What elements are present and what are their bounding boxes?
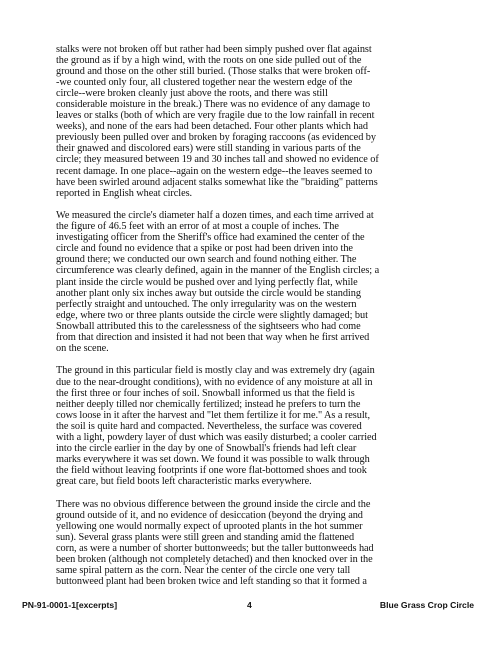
text-line: ground outside of it, and no evidence of desiccation (beyond the drying and — [56, 509, 363, 521]
text-line: The ground in this particular field is mostly clay and was extremely dry (again — [56, 365, 375, 377]
text-line: have been swirled around adjacent stalks somewhat like the "braiding" patterns — [56, 176, 378, 188]
page-footer — [22, 600, 474, 614]
text-line: the first three or four inches of soil. Snowball informed us that the field is — [56, 387, 355, 399]
text-line: neither deeply tilled nor chemically fertilized; instead he prefers to turn the — [56, 398, 361, 410]
text-line: ground there; we conducted our own search and found nothing either. The — [56, 254, 357, 266]
text-line: been broken (although not completely detached) and then knocked over in the — [56, 553, 373, 565]
paragraph — [56, 44, 452, 199]
text-line: the ground as if by a high wind, with the roots on one side pulled out of the — [56, 55, 362, 67]
text-line: We measured the circle's diameter half a dozen times, and each time arrived at — [56, 210, 374, 222]
text-line: into the circle earlier in the day by one of Snowball's friends had left clear — [56, 442, 357, 454]
text-line: from that direction and insisted it had not been that way when he first arrived — [56, 331, 370, 343]
text-line: weeks), and none of the ears had been detached. Four other plants which had — [56, 121, 369, 133]
text-line: stalks were not broken off but rather had been simply pushed over flat against — [56, 44, 372, 55]
text-line: considerable moisture in the break.) There was no evidence of any damage to — [56, 99, 371, 111]
text-line: the field without leaving footprints if one wore flat-bottomed shoes and took — [56, 464, 367, 476]
text-line: circle--were broken cleanly just above the roots, and there was still — [56, 88, 328, 100]
text-line: circumference was clearly defined, again in the manner of the English circles; a — [56, 265, 380, 277]
paragraph — [56, 499, 452, 587]
text-line: reported in English wheat circles. — [56, 187, 193, 199]
footer-page-number: 4 — [247, 600, 252, 610]
text-line: cows loose in it after the harvest and "let them fertilize it for me." As a result, — [56, 409, 370, 421]
text-line: perfectly straight and untouched. The only irregularity was on the western — [56, 298, 357, 310]
text-line: due to the near-drought conditions), with no evidence of any moisture at all in — [56, 376, 373, 388]
text-line: Snowball attributed this to the carelessness of the sightseers who had come — [56, 320, 361, 332]
text-line: sun). Several grass plants were still green and standing amid the flattened — [56, 531, 355, 543]
text-line: with a light, powdery layer of dust which was easily disturbed; a cooler carried — [56, 431, 377, 443]
text-line: the soil is quite hard and compacted. Nevertheless, the surface was covered — [56, 420, 362, 432]
text-line: same spiral pattern as the corn. Near the center of the circle one very tall — [56, 564, 351, 576]
text-line: circle and found no evidence that a spike or post had been driven into the — [56, 243, 353, 255]
text-line: investigating officer from the Sheriff's office had examined the center of the — [56, 232, 365, 244]
paragraph — [56, 210, 452, 354]
footer-title: Blue Grass Crop Circle — [379, 600, 474, 610]
text-line: another plant only six inches away but outside the circle would be standing — [56, 287, 361, 299]
text-line: buttonweed plant had been broken twice and left standing so that it formed a — [56, 575, 367, 587]
text-line: the figure of 46.5 feet with an error of at most a couple of inches. The — [56, 221, 339, 233]
text-line: great care, but field boots left characteristic marks everywhere. — [56, 475, 312, 487]
text-line: leaves or stalks (both of which are very fragile due to the low rainfall in recent — [56, 110, 375, 122]
text-line: ground and those on the other still buried. (Those stalks that were broken off- — [56, 66, 371, 78]
paragraph — [56, 365, 452, 487]
text-line: on the scene. — [56, 342, 109, 354]
text-line: recent damage. In one place--again on the western edge--the leaves seemed to — [56, 165, 373, 177]
footer-document-id: PN-91-0001-1[excerpts] — [22, 600, 118, 610]
body-text — [56, 44, 452, 599]
text-line: There was no obvious difference between the ground inside the circle and the — [56, 498, 371, 510]
text-line: marks everywhere it was set down. We found it was possible to walk through — [56, 453, 370, 465]
text-line: edge, where two or three plants outside the circle were slightly damaged; but — [56, 309, 368, 321]
text-line: -we counted only four, all clustered together near the western edge of the — [56, 77, 353, 89]
text-line: their gnawed and discolored ears) were still standing in various parts of the — [56, 143, 361, 155]
text-line: circle; they measured between 19 and 30 inches tall and showed no evidence of — [56, 154, 379, 166]
text-line: previously been pulled over and broken by foraging raccoons (as evidenced by — [56, 132, 376, 144]
text-line: plant inside the circle would be pushed over and lying perfectly flat, while — [56, 276, 358, 288]
text-line: corn, as were a number of shorter buttonweeds; but the taller buttonweeds had — [56, 542, 374, 554]
text-line: yellowing one would normally expect of uprooted plants in the hot summer — [56, 520, 363, 532]
